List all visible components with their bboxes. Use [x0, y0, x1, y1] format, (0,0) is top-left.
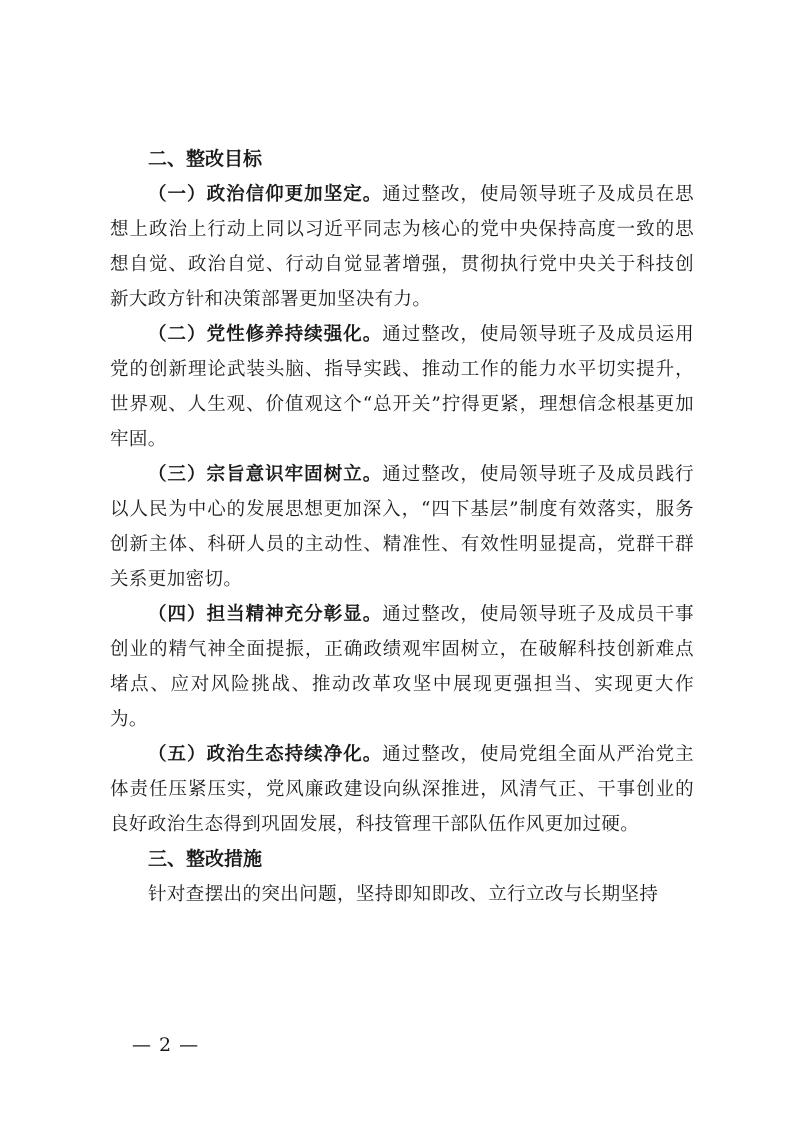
- goal-paragraph-5: [110, 737, 694, 842]
- goal-paragraph-1: [110, 177, 694, 317]
- goal-2-text: 通过整改，使局领导班子及成员运用党的创新理论武装头脑、指导实践、推动工作的能力水平切实提升，世界观、人生观、价值观这个“总开关”拧得更紧，理想信念根基更加牢固。: [110, 324, 694, 450]
- goal-paragraph-4: [110, 597, 694, 737]
- section-heading-measures: 三、整改措施: [148, 848, 263, 870]
- goal-1-lead: （一）政治信仰更加坚定。: [148, 184, 383, 205]
- goal-paragraph-3: [110, 457, 694, 597]
- section-heading-goals: 二、整改目标: [148, 148, 263, 170]
- goal-3-lead: （三）宗旨意识牢固树立。: [148, 464, 383, 485]
- goal-3-text: 通过整改，使局领导班子及成员践行以人民为中心的发展思想更加深入，“四下基层”制度有效落实，服务创新主体、科研人员的主动性、精准性、有效性明显提高，党群干群关系更加密切。: [110, 464, 694, 590]
- measures-intro-paragraph: 针对查摆出的突出问题，坚持即知即改、立行立改与长期坚持: [148, 884, 659, 905]
- goal-4-lead: （四）担当精神充分彰显。: [148, 604, 383, 625]
- goal-5-lead: （五）政治生态持续净化。: [148, 744, 383, 765]
- document-page: [110, 142, 694, 912]
- goal-paragraph-2: [110, 317, 694, 457]
- goal-1-text: 通过整改，使局领导班子及成员在思想上政治上行动上同以习近平同志为核心的党中央保持高度一致的思想自觉、政治自觉、行动自觉显著增强，贯彻执行党中央关于科技创新大政方针和决策部署更加坚决有力。: [110, 184, 694, 310]
- goal-4-text: 通过整改，使局领导班子及成员干事创业的精气神全面提振，正确政绩观牢固树立，在破解科技创新难点堵点、应对风险挑战、推动改革攻坚中展现更强担当、实现更大作为。: [110, 604, 694, 730]
- goal-2-lead: （二）党性修养持续强化。: [148, 324, 383, 345]
- goal-5-text: 通过整改，使局党组全面从严治党主体责任压紧压实，党风廉政建设向纵深推进，风清气正、干事创业的良好政治生态得到巩固发展，科技管理干部队伍作风更加过硬。: [110, 744, 694, 835]
- page-number: — 2 —: [132, 1034, 200, 1056]
